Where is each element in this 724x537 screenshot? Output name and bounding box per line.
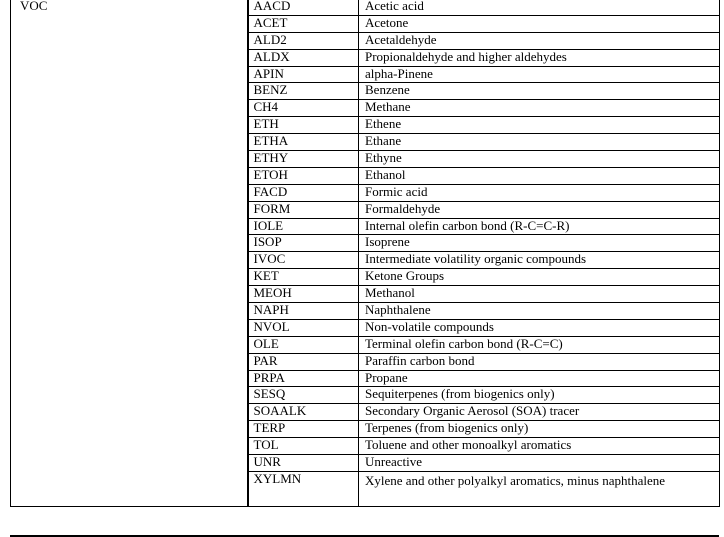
species-description-cell: Terpenes (from biogenics only) xyxy=(359,421,720,438)
species-description-cell: Intermediate volatility organic compounds xyxy=(359,252,720,269)
species-code-cell: XYLMN xyxy=(248,471,359,506)
species-row xyxy=(11,0,720,15)
species-description-cell: Methane xyxy=(359,100,720,117)
species-description-cell: Unreactive xyxy=(359,455,720,472)
species-code-cell: PAR xyxy=(248,353,359,370)
species-description-cell: alpha-Pinene xyxy=(359,66,720,83)
species-description-cell: Non-volatile compounds xyxy=(359,319,720,336)
species-code-cell: SOAALK xyxy=(248,404,359,421)
species-description-cell: Ethanol xyxy=(359,167,720,184)
group-label-cell: VOC xyxy=(11,0,248,506)
species-code-cell: IOLE xyxy=(248,218,359,235)
species-description-cell: Propane xyxy=(359,370,720,387)
species-description-cell: Formic acid xyxy=(359,184,720,201)
species-code-cell: FACD xyxy=(248,184,359,201)
species-code-cell: OLE xyxy=(248,336,359,353)
species-code-cell: MEOH xyxy=(248,286,359,303)
species-code-cell: IVOC xyxy=(248,252,359,269)
species-code-cell: SESQ xyxy=(248,387,359,404)
species-description-cell: Ethyne xyxy=(359,151,720,168)
species-description-cell: Acetaldehyde xyxy=(359,32,720,49)
species-description-cell: Internal olefin carbon bond (R-C=C-R) xyxy=(359,218,720,235)
species-code-cell: NAPH xyxy=(248,303,359,320)
species-description-cell: Acetone xyxy=(359,15,720,32)
voc-species-table xyxy=(10,0,720,507)
species-description-cell: Xylene and other polyalkyl aromatics, minus naphthalene xyxy=(359,471,720,506)
species-description-cell: Naphthalene xyxy=(359,303,720,320)
species-code-cell: PRPA xyxy=(248,370,359,387)
species-description-cell: Propionaldehyde and higher aldehydes xyxy=(359,49,720,66)
species-description-cell: Ethene xyxy=(359,117,720,134)
species-code-cell: TERP xyxy=(248,421,359,438)
species-code-cell: TOL xyxy=(248,438,359,455)
species-code-cell: UNR xyxy=(248,455,359,472)
species-code-cell: ALD2 xyxy=(248,32,359,49)
species-description-cell: Secondary Organic Aerosol (SOA) tracer xyxy=(359,404,720,421)
species-table-body xyxy=(11,0,720,506)
species-code-cell: ETHY xyxy=(248,151,359,168)
species-description-cell: Isoprene xyxy=(359,235,720,252)
species-code-cell: ISOP xyxy=(248,235,359,252)
species-code-cell: ETOH xyxy=(248,167,359,184)
species-code-cell: FORM xyxy=(248,201,359,218)
species-code-cell: CH4 xyxy=(248,100,359,117)
species-description-cell: Toluene and other monoalkyl aromatics xyxy=(359,438,720,455)
species-description-cell: Acetic acid xyxy=(359,0,720,15)
species-code-cell: ETHA xyxy=(248,134,359,151)
species-code-cell: ALDX xyxy=(248,49,359,66)
species-description-cell: Ketone Groups xyxy=(359,269,720,286)
species-description-cell: Terminal olefin carbon bond (R-C=C) xyxy=(359,336,720,353)
species-code-cell: ETH xyxy=(248,117,359,134)
species-description-cell: Ethane xyxy=(359,134,720,151)
species-code-cell: AACD xyxy=(248,0,359,15)
species-code-cell: ACET xyxy=(248,15,359,32)
species-description-cell: Benzene xyxy=(359,83,720,100)
species-description-cell: Formaldehyde xyxy=(359,201,720,218)
species-description-cell: Paraffin carbon bond xyxy=(359,353,720,370)
species-code-cell: KET xyxy=(248,269,359,286)
species-code-cell: APIN xyxy=(248,66,359,83)
species-description-cell: Methanol xyxy=(359,286,720,303)
species-code-cell: BENZ xyxy=(248,83,359,100)
species-description-cell: Sequiterpenes (from biogenics only) xyxy=(359,387,720,404)
species-code-cell: NVOL xyxy=(248,319,359,336)
